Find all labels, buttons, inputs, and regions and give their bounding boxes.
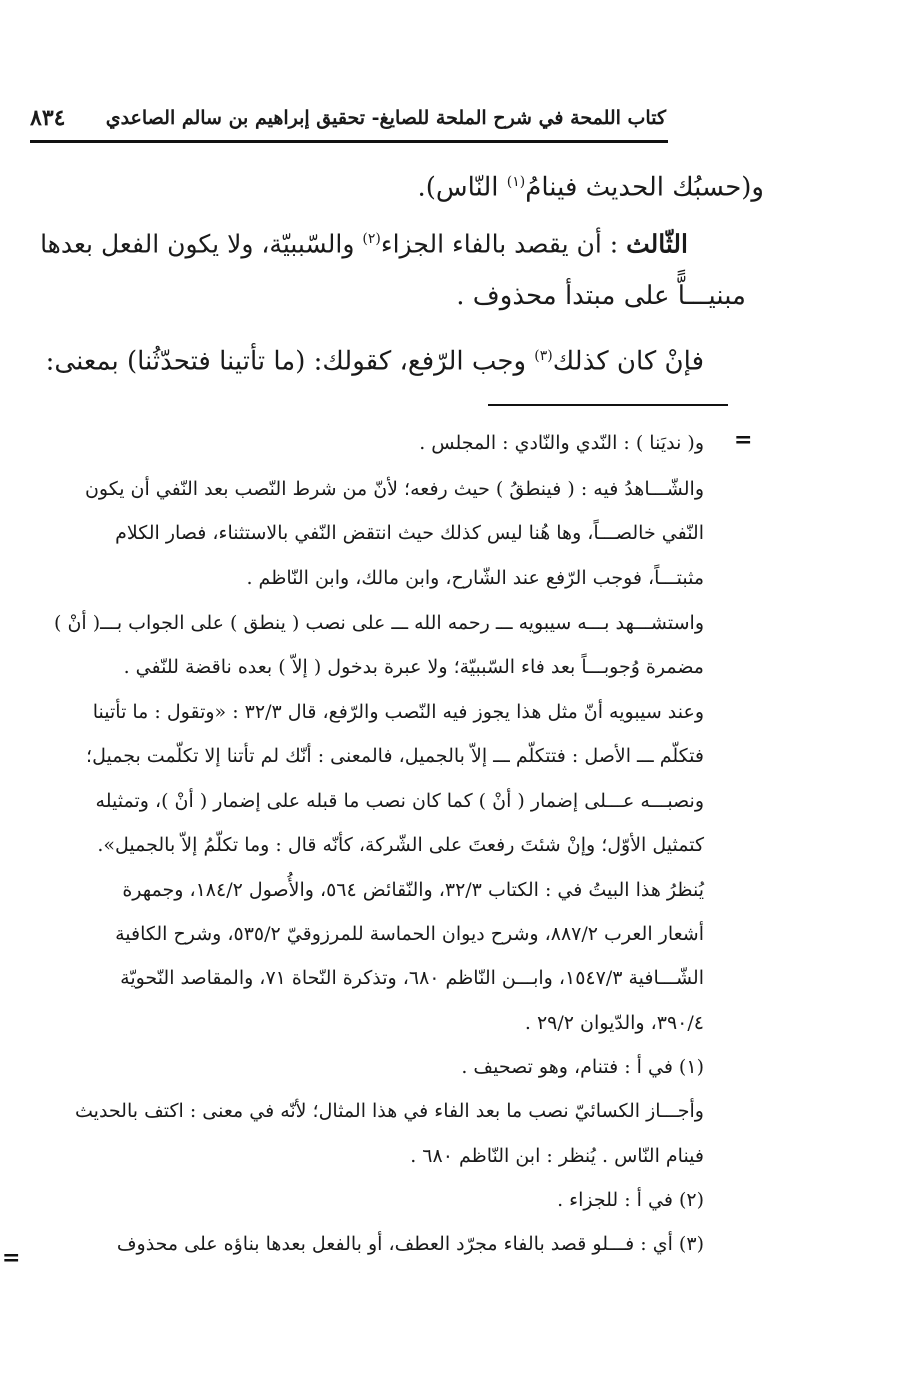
continuation-mark: = — [734, 427, 753, 453]
footnote-line: ٣٩٠/٤، والدّيوان ٢٩/٢ . — [524, 1012, 704, 1034]
main-line-4 — [46, 336, 704, 382]
main-text: و(حسبُك الحديث فينامُ — [525, 172, 764, 203]
main-text: النّاس). — [417, 172, 507, 203]
footnote-line: النّفي خالصـــاً، وها هُنا ليس كذلك حيث انتقض النّفي بالاستثناء، فصار الكلام — [115, 522, 704, 544]
main-text: وجب الرّفع، كقولك: (ما تأتينا فتحدّثُنا) بمعنى: — [45, 346, 535, 377]
main-text: والسّببيّة، ولا يكون الفعل بعدها — [40, 229, 363, 259]
footnote-line: يُنظرُ هذا البيتُ في : الكتاب ٣٢/٣، والنّقائض ٥٦٤، والأُصول ١٨٤/٢، وجمهرة — [122, 879, 704, 901]
main-line-3 — [456, 276, 746, 316]
footnote-line: مثبتـــاً، فوجب الرّفع عند الشّارح، وابن مالك، وابن النّاظم . — [246, 567, 704, 589]
footnote-line: أشعار العرب ٨٨٧/٢، وشرح ديوان الحماسة للمرزوقيّ ٥٣٥/٢، وشرح الكافية — [115, 923, 704, 945]
footnote-line: (٣) أي : فـــلو قصد بالفاء مجرّد العطف، أو بالفعل بعدها بناؤه على محذوف — [116, 1233, 704, 1255]
footnote-line: واستشـــهد بـــه سيبويه ـــ رحمه الله ـــ على نصب ( ينطق ) على الجواب بـــ( أنْ ) — [54, 612, 704, 634]
footnote-line: كتمثيل الأوّل؛ وإنْ شئتَ رفعتَ على الشّركة، كأنّه قال : وما تكلّمُ إلاّ بالجميل». — [97, 834, 704, 856]
footnote-line: فتكلّم ـــ الأصل : فتتكلّم ـــ إلاّ بالجميل، فالمعنى : أنّك لم تأتنا إلا تكلّمت بجميل؛ — [86, 745, 704, 767]
end-continuation-mark: = — [2, 1245, 21, 1271]
running-header — [30, 98, 666, 138]
footnote-line: ونصبـــه عـــلى إضمار ( أنْ ) كما كان نصب ما قبله على إضمار ( أنْ )، وتمثيله — [95, 790, 704, 812]
footnote-ref-1: (١) — [506, 174, 526, 190]
main-text: مبنيـــاًّ على مبتدأ محذوف . — [456, 281, 746, 311]
footnote-line: وأجـــاز الكسائيّ نصب ما بعد الفاء في هذا المثال؛ لأنّه في معنى : اكتف بالحديث — [75, 1100, 704, 1122]
footnote-ref-2: (٢) — [362, 231, 381, 247]
main-line-2 — [40, 219, 688, 264]
footnote-line: الشّـــافية ١٥٤٧/٣، وابـــن النّاظم ٦٨٠، وتذكرة النّحاة ٧١، والمقاصد النّحويّة — [120, 967, 704, 989]
footnote-rule — [488, 404, 728, 406]
bold-term: الثّالث — [626, 229, 688, 259]
footnote-line: والشّـــاهدُ فيه : ( فينطقُ ) حيث رفعه؛ لأنّ من شرط النّصب بعد النّفي أن يكون — [84, 478, 704, 500]
footnote-line: و( نديَنا ) : النّدي والنّادي : المجلس . — [419, 432, 704, 454]
main-line-1 — [417, 162, 764, 208]
footnote-line: فينام النّاس . يُنظر : ابن النّاظم ٦٨٠ . — [410, 1145, 704, 1167]
footnote-line: (٢) في أ : للجزاء . — [557, 1189, 704, 1211]
page-number: ٨٣٤ — [30, 105, 66, 131]
footnote-ref-3: (٣) — [534, 348, 553, 364]
header-title: كتاب اللمحة في شرح الملحة للصايغ- تحقيق إبراهيم بن سالم الصاعدي — [105, 107, 666, 129]
footnote-line: وعند سيبويه أنّ مثل هذا يجوز فيه النّصب والرّفع، قال ٣٢/٣ : «وتقول : ما تأتينا — [92, 701, 704, 723]
footnote-line: مضمرة وُجوبـــاً بعد فاء السّببيّة؛ ولا عبرة بدخول ( إلاّ ) بعده ناقضة للنّفي . — [123, 656, 704, 678]
header-rule — [30, 140, 668, 143]
main-text: : أن يقصد بالفاء الجزاء — [380, 229, 627, 259]
main-text: فإنْ كان كذلك — [552, 346, 704, 377]
footnote-line: (١) في أ : فتنام، وهو تصحيف . — [461, 1056, 704, 1078]
